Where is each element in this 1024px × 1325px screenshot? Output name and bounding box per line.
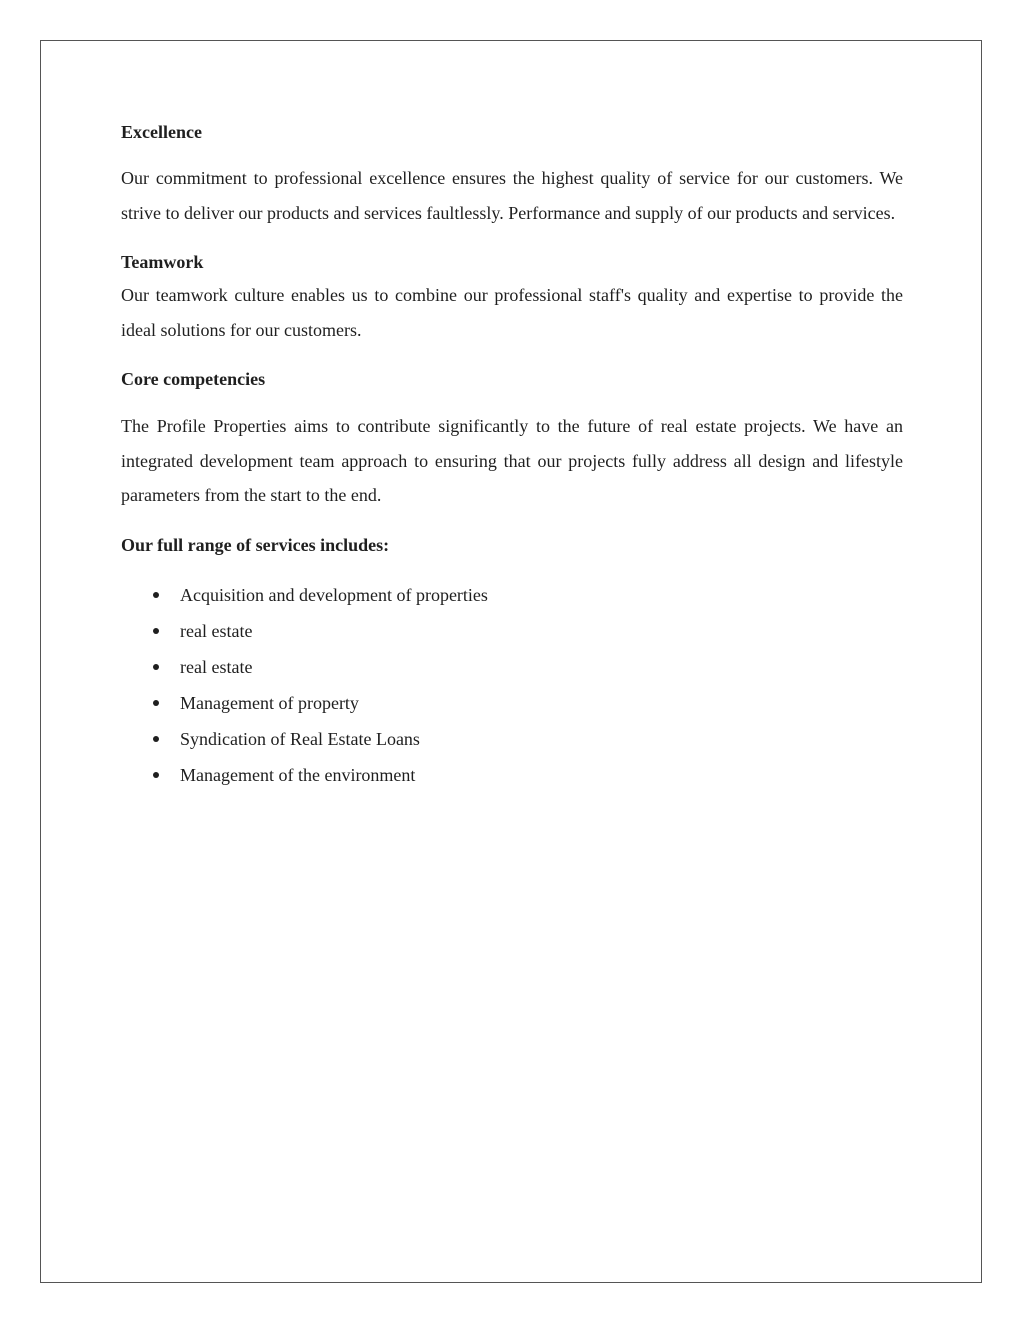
list-item-text: real estate <box>180 620 253 641</box>
bullet-icon <box>153 700 159 706</box>
bullet-icon <box>153 736 159 742</box>
document-content <box>121 118 903 793</box>
list-item <box>121 613 903 649</box>
heading-core-competencies: Core competencies <box>121 369 266 389</box>
bullet-icon <box>153 592 159 598</box>
list-item <box>121 757 903 793</box>
paragraph-teamwork: Our teamwork culture enables us to combine our professional staff's quality and expertise to provide the ideal solutions for our customers. <box>121 285 903 340</box>
bullet-icon <box>153 664 159 670</box>
paragraph-core-competencies: The Profile Properties aims to contribute significantly to the future of real estate projects. We have an integrated development team approach to ensuring that our projects fully address all design and lifestyle parameters from the start to the end. <box>121 416 903 505</box>
bullet-icon <box>153 628 159 634</box>
paragraph-excellence: Our commitment to professional excellence ensures the highest quality of service for our customers. We strive to deliver our products and services faultlessly. Performance and supply of our products and services. <box>121 168 903 223</box>
list-item <box>121 721 903 757</box>
list-item-text: Acquisition and development of properties <box>180 584 488 605</box>
list-item-text: real estate <box>180 656 253 677</box>
services-list <box>121 577 903 793</box>
heading-teamwork: Teamwork <box>121 252 204 272</box>
heading-excellence: Excellence <box>121 122 202 142</box>
list-item-text: Management of property <box>180 692 359 713</box>
list-item <box>121 685 903 721</box>
bullet-icon <box>153 772 159 778</box>
heading-services: Our full range of services includes: <box>121 534 390 555</box>
list-item <box>121 649 903 685</box>
list-item-text: Syndication of Real Estate Loans <box>180 728 420 749</box>
list-item <box>121 577 903 613</box>
list-item-text: Management of the environment <box>180 764 416 785</box>
